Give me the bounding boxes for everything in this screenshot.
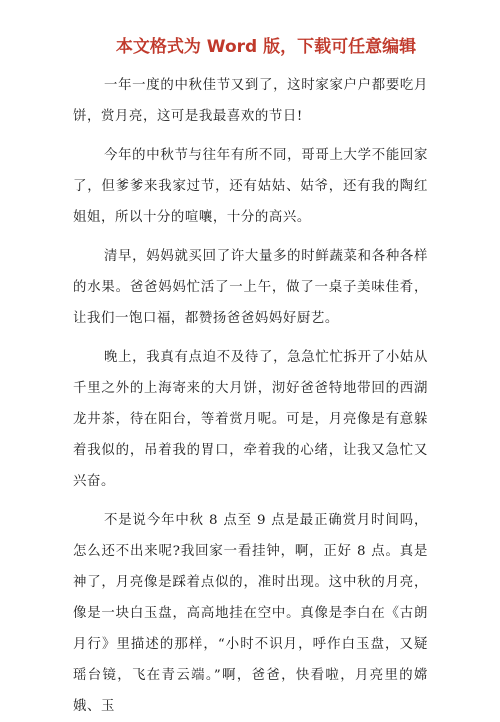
paragraph-2 — [73, 140, 428, 233]
paragraph-4-text: 晚上，我真有点迫不及待了，急急忙忙拆开了小姑从千里之外的上海寄来的大月饼，沏好爸爸特地带回的西湖龙井茶，待在阳台，等着赏月呢。可是，月亮像是有意躲着我似的，吊着我的胃口，牵着我的心绪，让我又急忙又兴奋。 — [73, 350, 428, 489]
paragraph-5 — [73, 505, 428, 722]
paragraph-2-text: 今年的中秋节与往年有所不同，哥哥上大学不能回家了，但爹爹来我家过节，还有姑姑、姑爷，还有我的陶红姐姐，所以十分的喧嚷，十分的高兴。 — [73, 148, 428, 225]
paragraph-3-text: 清早，妈妈就买回了许大量多的时鲜蔬菜和各种各样的水果。爸爸妈妈忙活了一上午，做了一桌子美味佳肴，让我们一饱口福，都赞扬爸爸妈妈好厨艺。 — [73, 249, 428, 326]
document-title: 本文格式为 Word 版，下载可任意编辑 — [115, 37, 417, 57]
paragraph-4 — [73, 342, 428, 497]
paragraph-3 — [73, 241, 428, 334]
paragraph-1 — [73, 70, 428, 132]
paragraph-1-text: 一年一度的中秋佳节又到了，这时家家户户都要吃月饼，赏月亮，这可是我最喜欢的节日! — [73, 78, 428, 124]
paragraph-5-text: 不是说今年中秋 8 点至 9 点是最正确赏月时间吗，怎么还不出来呢?我回家一看挂钟，啊，正好 8 点。真是神了，月亮像是踩着点似的，准时出现。这中秋的月亮，像是一块白玉盘，高高地挂在空中。真像是李白在《古朗月行》里描述的那样，“小时不识月，呼作白玉盘，又疑瑶台镜，飞在青云端。”啊，爸爸，快看啦，月亮里的嫦娥、玉 — [73, 513, 428, 714]
